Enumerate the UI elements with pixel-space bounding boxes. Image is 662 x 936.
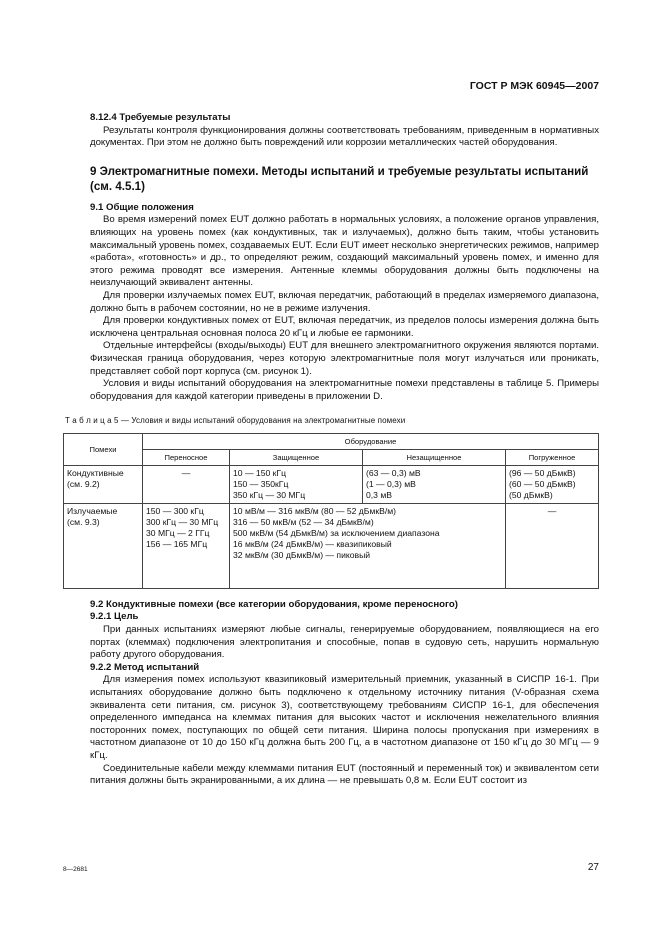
section-9-2-2-title: 9.2.2 Метод испытаний (90, 661, 200, 673)
cell-protected-unprotected: 10 мВ/м — 316 мкВ/м (80 — 52 дБмкВ/м) 316 — 50 мкВ/м (52 — 34 дБмкВ/м) 500 мкВ/м (54 дБмкВ/м) за исключением диапазона 16 мкВ/м (24 дБмкВ/м) — квазипиковый 32 мкВ/м (30 дБмкВ/м) — пиковый (230, 503, 506, 588)
section-9-2-1-title: 9.2.1 Цель (90, 611, 139, 623)
table-5 (63, 433, 599, 589)
section-9-2-title: 9.2 Кондуктивные помехи (все категории оборудования, кроме переносного) (90, 598, 458, 610)
section-9-2-2-text: Соединительные кабели между клеммами питания EUT (постоянный и переменный ток) и эквивалентом сети питания должны быть экранированными, а их длина — не превышать 0,8 м. Если EUT состоит из (90, 762, 599, 787)
section-9-2-1-text: При данных испытаниях измеряют любые сигналы, генерируемые оборудованием, появляющиеся на его портах (клеммах) подключения электропитания и способные, попав в судовую сеть, нарушить нормальную работу другого оборудования. (90, 624, 599, 661)
section-9-1-paragraph: Для проверки излучаемых помех EUT, включая передатчик, работающий в пределах измеряемого диапазона, должно быть в рабочем состоянии, но не в режиме излучения. (90, 289, 599, 314)
section-8-12-4-text: Результаты контроля функционирования должны соответствовать требованиям, приведенным в нормативных документах. При этом не должно быть повреждений или коррозии металлических частей оборудования. (90, 124, 599, 149)
page-number: 27 (587, 862, 599, 873)
table-row-conducted (64, 465, 599, 503)
row-label: Кондуктивные (см. 9.2) (64, 465, 143, 503)
print-code: 8—2681 (63, 866, 88, 873)
section-9-title: 9 Электромагнитные помехи. Методы испытаний и требуемые результаты испытаний (см. 4.5.1) (90, 164, 589, 193)
cell-protected: 10 — 150 кГц 150 — 350кГц 350 кГц — 30 МГц (230, 465, 363, 503)
header-interference: Помехи (64, 433, 143, 465)
section-9-1-paragraph: Во время измерений помех EUT должно работать в нормальных условиях, а положение органов управления, влияющих на уровень помех (как кондуктивных, так и излучаемых), должно быть таким, чтобы установить максимальный уровень помех, создаваемых EUT. Если EUT имеет несколько энергетических режимов, например «работа», «готовность» и др., то определяют режим, создающий максимальный уровень помех, и именно для этого режима проводят все измерения. Антенные клеммы оборудования должны быть подключены на неизлучающий эквивалент антенны. (90, 214, 599, 289)
table-header-row (64, 433, 599, 449)
row-label: Излучаемые (см. 9.3) (64, 503, 143, 588)
cell-portable: 150 — 300 кГц 300 кГц — 30 МГц 30 МГц — 2 ГГц 156 — 165 МГц (143, 503, 230, 588)
header-submerged: Погруженное (506, 449, 599, 465)
header-unprotected: Незащищенное (363, 449, 506, 465)
header-equipment: Оборудование (143, 433, 599, 449)
cell-submerged: — (506, 503, 599, 588)
cell-portable: — (143, 465, 230, 503)
section-9-2-2-text: Для измерения помех используют квазипиковый измерительный приемник, указанный в СИСПР 16-1. При испытаниях оборудование должно быть подключено к отдельному источнику питания (V-образная схема эквивалента сети питания, см. рисунок 3), соответствующему требованиям СИСПР 16-1, для обеспечения определенного импеданса на клеммах питания для высоких частот и исключения нежелательного влияния посторонних помех, поступающих по общей сети питания. Ширина полосы пропускания при измерениях в частотном диапазоне от 10 до 150 кГц должна быть 200 Гц, а в частотном диапазоне от 150 кГц до 30 МГц — 9 кГц. (90, 674, 599, 761)
section-9-1-paragraph: Для проверки кондуктивных помех от EUT, включая передатчик, из пределов полосы измерения должна быть исключена центральная основная полоса 20 кГц и любые ее гармоники. (90, 315, 599, 339)
section-8-12-4-title: 8.12.4 Требуемые результаты (90, 112, 231, 123)
table-row-radiated (64, 503, 599, 588)
table-subheader-row (64, 449, 599, 465)
header-portable: Переносное (143, 449, 230, 465)
table-5-caption: Т а б л и ц а 5 — Условия и виды испытаний оборудования на электромагнитные помехи (65, 416, 406, 426)
section-9-1-title: 9.1 Общие положения (90, 201, 194, 213)
standard-header: ГОСТ Р МЭК 60945—2007 (469, 80, 599, 92)
cell-unprotected: (63 — 0,3) мВ (1 — 0,3) мВ 0,3 мВ (363, 465, 506, 503)
section-9-1-paragraph: Отдельные интерфейсы (входы/выходы) EUT для внешнего электромагнитного окружения являются портами. Физическая граница оборудования, через которую электромагнитные поля могут излучаться или проникать, представляет собой порт корпуса (см. рисунок 1). (90, 340, 599, 377)
header-protected: Защищенное (230, 449, 363, 465)
page-content (65, 112, 599, 788)
cell-submerged: (96 — 50 дБмкВ) (60 — 50 дБмкВ) (50 дБмкВ) (506, 465, 599, 503)
section-9-1-paragraph: Условия и виды испытаний оборудования на электромагнитные помехи представлены в таблице 5. Примеры оборудования для каждой категории приведены в приложении D. (90, 378, 599, 402)
